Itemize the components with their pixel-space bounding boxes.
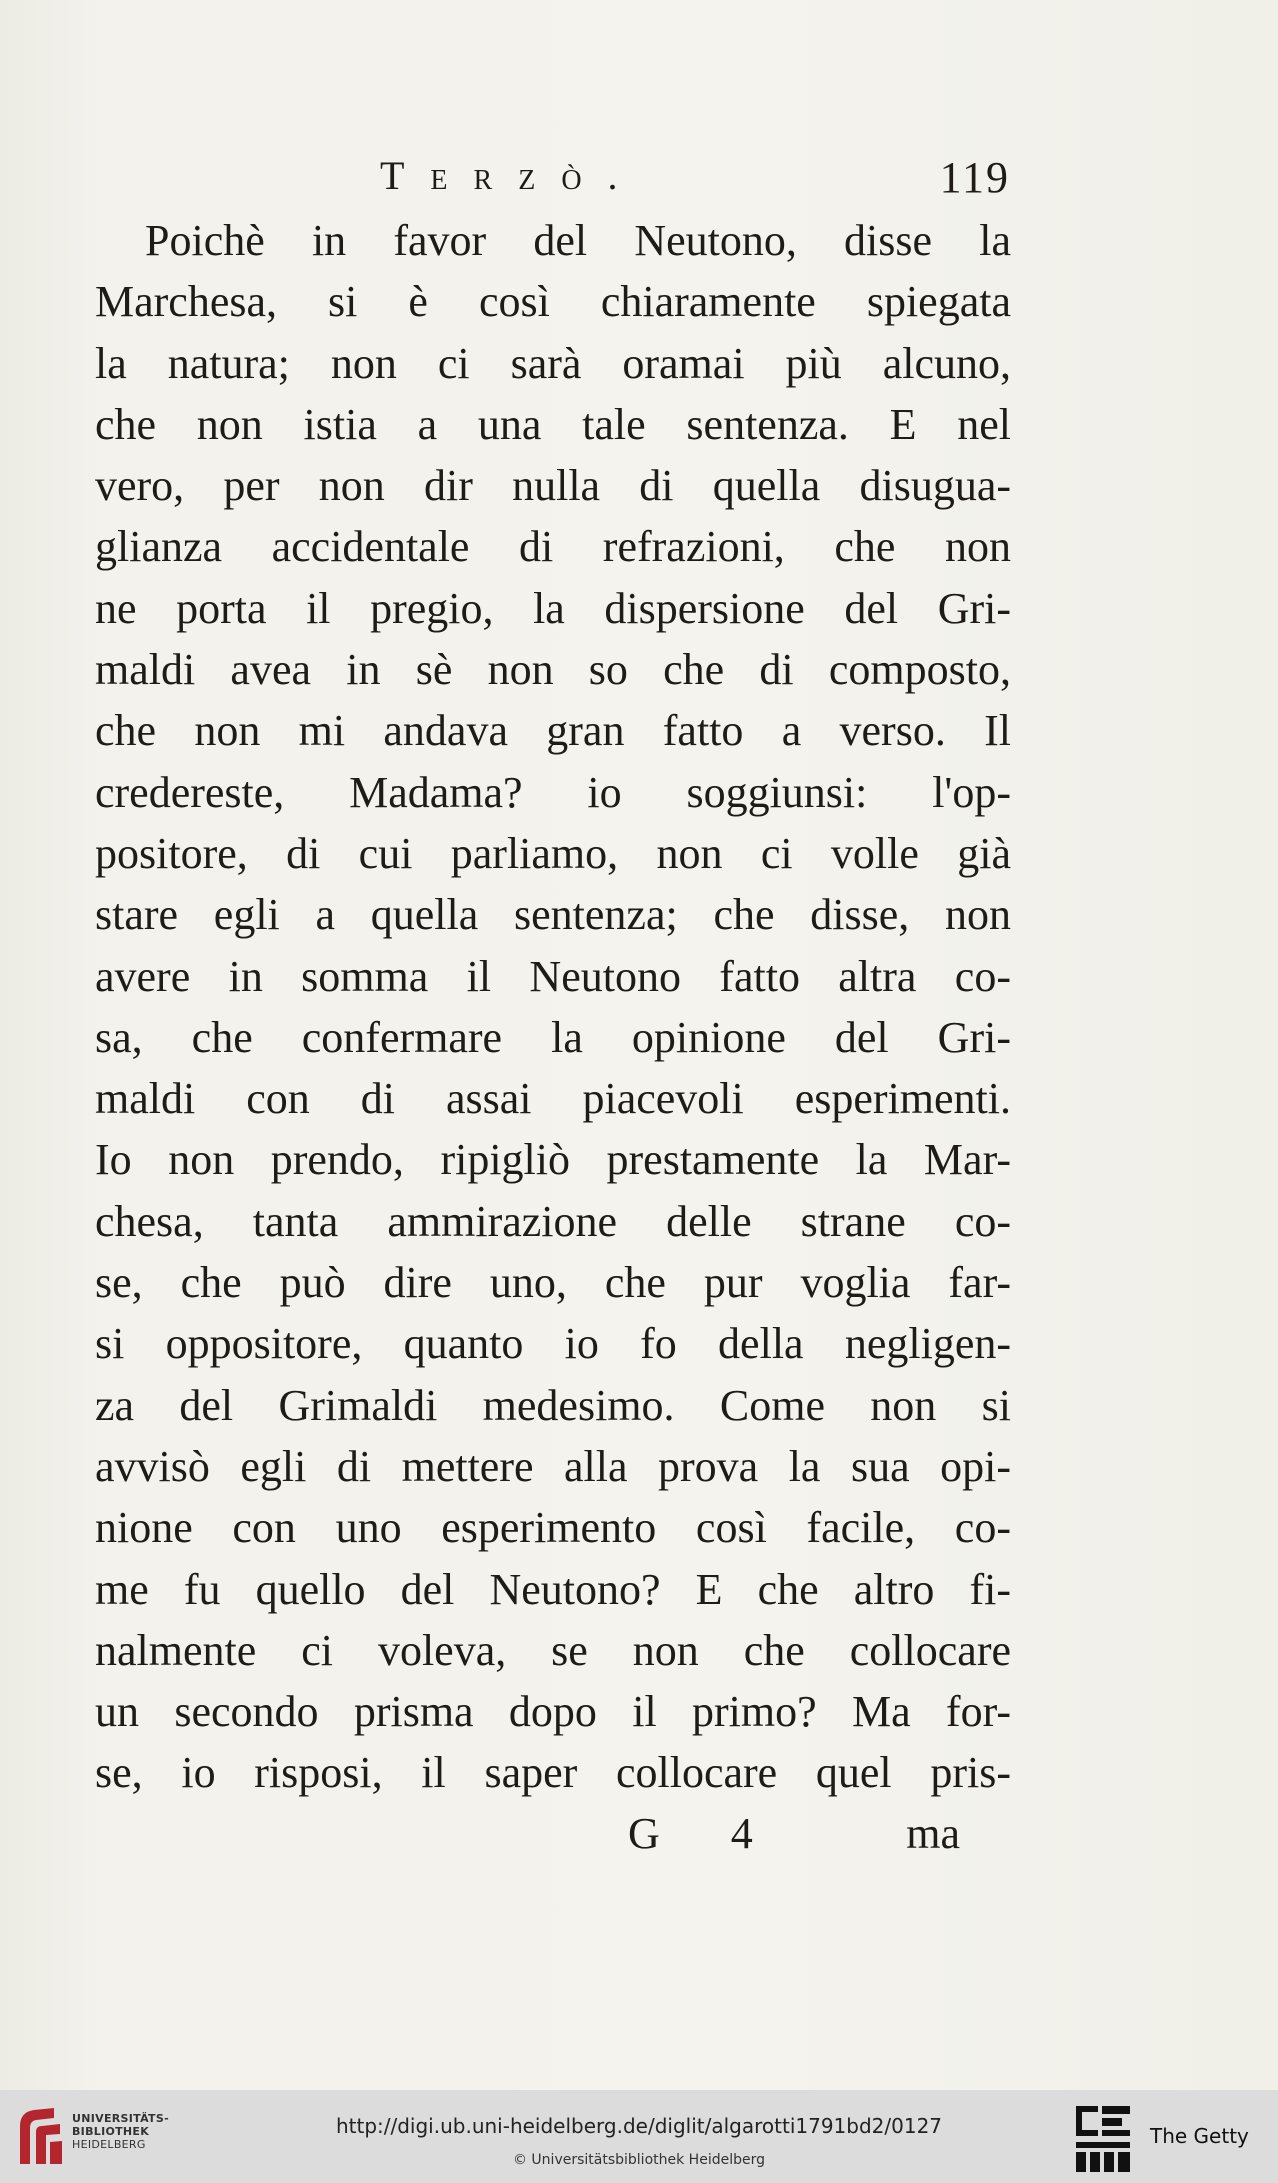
viewer-footer-bar — [0, 2090, 1278, 2183]
getty-logo-icon — [1074, 2104, 1132, 2174]
text-line: se, io risposi, il saper collocare quel pris- — [95, 1748, 1011, 1798]
text-line: che non mi andava gran fatto a verso. Il — [95, 706, 1011, 756]
ub-name-line: UNIVERSITÄTS- — [72, 2112, 169, 2125]
text-line: sa, che confermare la opinione del Gri- — [95, 1012, 1011, 1062]
text-line: me fu quello del Neutono? E che altro fi- — [95, 1564, 1011, 1614]
text-line: vero, per non dir nulla di quella disugua- — [95, 461, 1011, 511]
text-line: za del Grimaldi medesimo. Come non si — [95, 1380, 1011, 1430]
text-line: nalmente ci voleva, se non che collocare — [95, 1625, 1011, 1675]
permalink-url[interactable]: http://digi.ub.uni-heidelberg.de/diglit/algarotti1791bd2/0127 — [335, 2114, 943, 2138]
body-text — [95, 210, 1011, 1804]
text-line: positore, di cui parliamo, non ci volle già — [95, 828, 1011, 878]
ub-name-line: BIBLIOTHEK — [72, 2125, 150, 2138]
text-line: ne porta il pregio, la dispersione del Gri- — [95, 583, 1011, 633]
copyright-notice: © Universitätsbibliothek Heidelberg — [512, 2152, 765, 2168]
ub-name-line: HEIDELBERG — [72, 2138, 146, 2151]
text-line: maldi con di assai piacevoli esperimenti. — [95, 1074, 1011, 1124]
page-header — [380, 152, 1020, 200]
text-line: Io non prendo, ripigliò prestamente la Mar- — [95, 1135, 1011, 1185]
text-line: Poichè in favor del Neutono, disse la — [145, 216, 1011, 265]
partner-name: The Getty — [1150, 2124, 1249, 2148]
text-line: chesa, tanta ammirazione delle strane co- — [95, 1196, 1011, 1246]
text-line: un secondo prisma dopo il primo? Ma for- — [95, 1687, 1011, 1737]
signature-mark: G 4 — [628, 1809, 783, 1858]
running-title: Terzò. — [380, 153, 644, 198]
text-line: avere in somma il Neutono fatto altra co- — [95, 951, 1011, 1001]
text-line: si oppositore, quanto io fo della negligen- — [95, 1319, 1011, 1369]
text-line: maldi avea in sè non so che di composto, — [95, 645, 1011, 695]
text-line: che non istia a una tale sentenza. E nel — [95, 399, 1011, 449]
text-line: glianza accidentale di refrazioni, che non — [95, 522, 1011, 572]
text-line: stare egli a quella sentenza; che disse, non — [95, 890, 1011, 940]
text-line: Marchesa, si è così chiaramente spiegata — [95, 277, 1011, 327]
page-number: 119 — [939, 153, 1010, 202]
text-line: se, che può dire uno, che pur voglia far- — [95, 1258, 1011, 1308]
page-footer — [628, 1808, 1008, 1864]
text-line: nione con uno esperimento così facile, co- — [95, 1503, 1011, 1553]
catchword: ma — [906, 1809, 960, 1858]
text-line: avvisò egli di mettere alla prova la sua opi- — [95, 1441, 1011, 1491]
text-line: la natura; non ci sarà oramai più alcuno, — [95, 338, 1011, 388]
text-line: credereste, Madama? io soggiunsi: l'op- — [95, 767, 1011, 817]
